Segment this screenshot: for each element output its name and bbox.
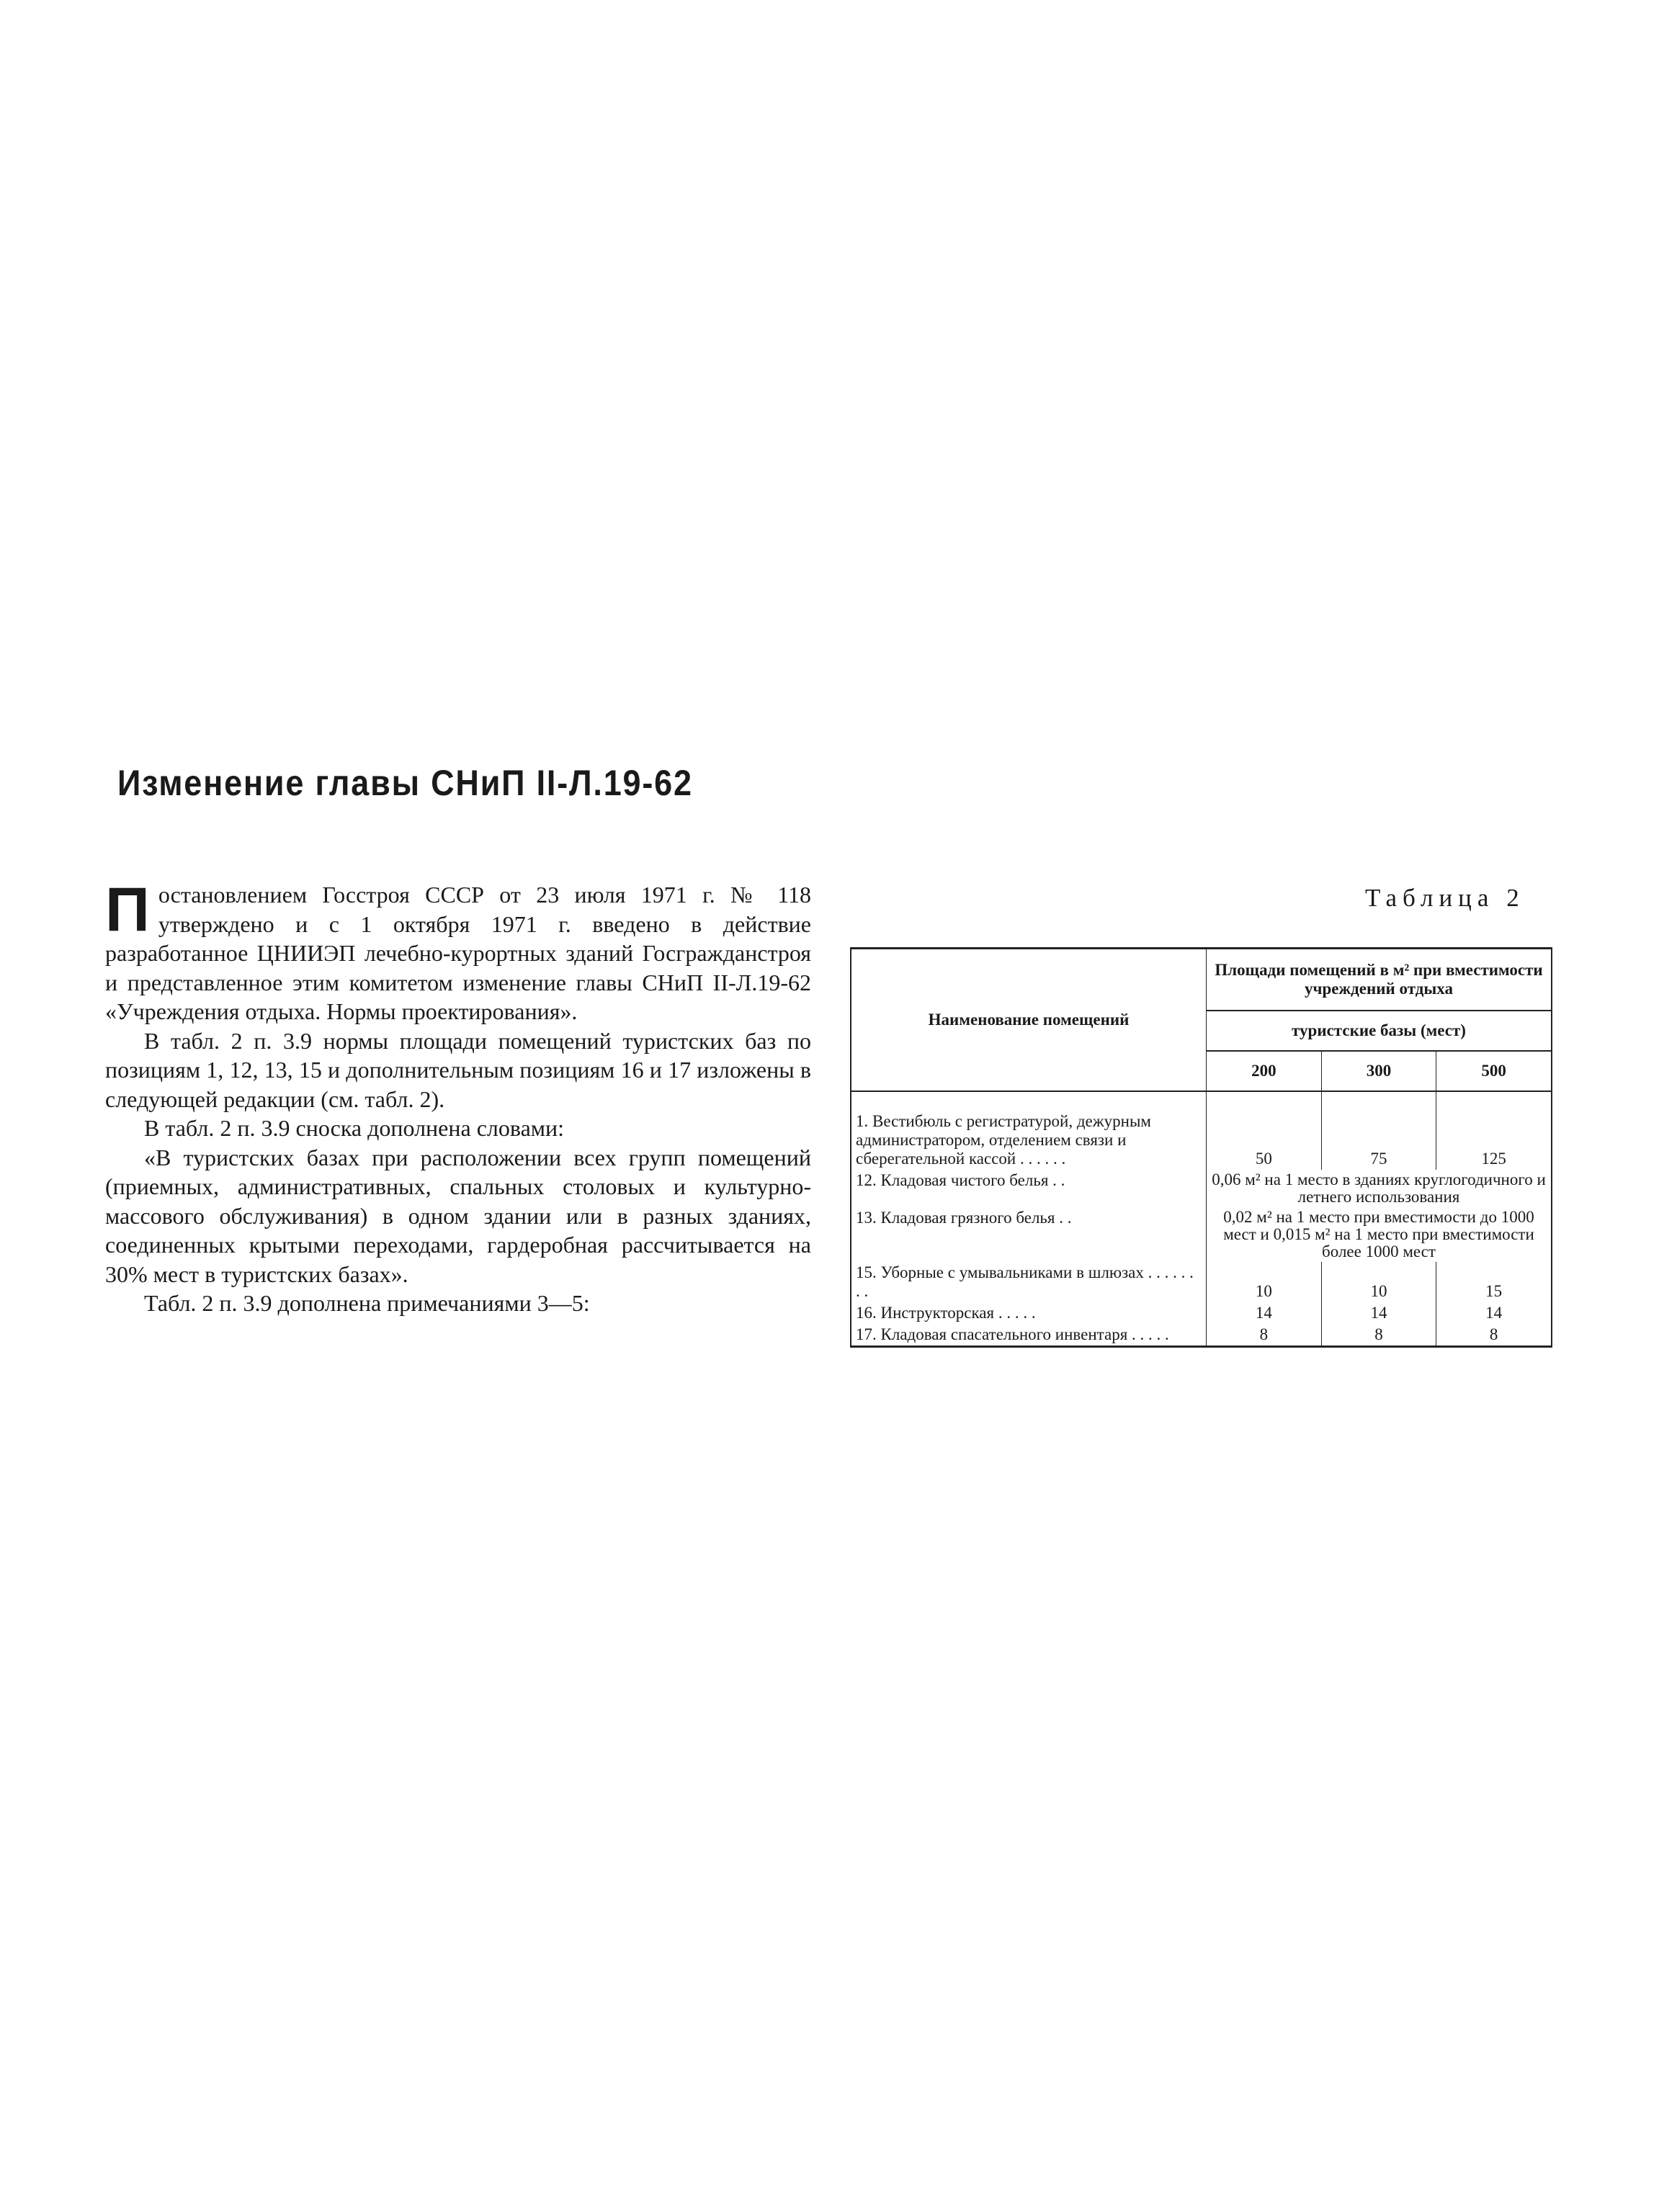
row-name: 13. Кладовая грязного белья . . <box>851 1207 1207 1262</box>
page-title: Изменение главы СНиП II-Л.19-62 <box>117 763 693 803</box>
paragraph-1 <box>105 875 811 1026</box>
row-name: 17. Кладовая спасательного инвентаря . . . . . <box>851 1324 1207 1347</box>
header-capacity-500: 500 <box>1436 1051 1552 1091</box>
header-capacity-200: 200 <box>1207 1051 1322 1091</box>
norms-table <box>850 947 1552 1348</box>
header-area: Площади помещений в м² при вместимости учреждений отдыха <box>1207 949 1552 1011</box>
row-value-200: 50 <box>1207 1111 1322 1170</box>
row-value-300: 10 <box>1321 1262 1436 1302</box>
row-value-200: 10 <box>1207 1262 1322 1302</box>
table-row <box>851 1324 1552 1347</box>
header-capacity-300: 300 <box>1321 1051 1436 1091</box>
row-value-300: 14 <box>1321 1302 1436 1324</box>
paragraph-3: В табл. 2 п. 3.9 сноска дополнена словами: <box>144 1115 565 1141</box>
paragraph-1-text: остановлением Госстроя СССР от 23 июля 1971 г. № 118 утверждено и с 1 октября 1971 г. введено в действие разработанное ЦНИИЭП лечебно-курортных зданий Госгражданстроя и представленное этим комитетом изменение главы СНиП II-Л.19-62 «Учреждения отдыха. Нормы проектирования». <box>105 882 811 1024</box>
row-value-500: 125 <box>1436 1111 1552 1170</box>
row-name: 16. Инструкторская . . . . . <box>851 1302 1207 1324</box>
row-name: 1. Вестибюль с регистратурой, дежурным администратором, отделением связи и сберегательной кассой . . . . . . <box>851 1111 1207 1170</box>
table-caption: Таблица 2 <box>1365 884 1525 912</box>
row-value-500: 15 <box>1436 1262 1552 1302</box>
table-row <box>851 1170 1552 1207</box>
row-value-300: 8 <box>1321 1324 1436 1347</box>
paragraph-2: В табл. 2 п. 3.9 нормы площади помещений туристских баз по позициям 1, 12, 13, 15 и дополнительным позициям 16 и 17 изложены в следующей редакции (см. табл. 2). <box>105 1027 811 1112</box>
row-value-500: 8 <box>1436 1324 1552 1347</box>
row-value-500: 14 <box>1436 1302 1552 1324</box>
table-row <box>851 1111 1552 1170</box>
table-row <box>851 1262 1552 1302</box>
row-name: 15. Уборные с умывальниками в шлюзах . . . . . . . . <box>851 1262 1207 1302</box>
table-container <box>850 947 1659 1348</box>
body-text <box>105 875 811 1318</box>
row-value-200: 8 <box>1207 1324 1322 1347</box>
row-merged-value: 0,02 м² на 1 место при вместимости до 1000 мест и 0,015 м² на 1 место при вместимости более 1000 мест <box>1207 1207 1552 1262</box>
row-name: 12. Кладовая чистого белья . . <box>851 1170 1207 1207</box>
drop-cap: П <box>105 875 150 944</box>
table-spacer <box>851 1091 1552 1111</box>
table-row <box>851 1207 1552 1262</box>
header-room-name: Наименование помещений <box>851 949 1207 1092</box>
row-value-200: 14 <box>1207 1302 1322 1324</box>
paragraph-5: Табл. 2 п. 3.9 дополнена примечаниями 3—5: <box>144 1290 590 1316</box>
header-tourist-bases: туристские базы (мест) <box>1207 1011 1552 1051</box>
table-row <box>851 1302 1552 1324</box>
row-merged-value: 0,06 м² на 1 место в зданиях круглогодичного и летнего использования <box>1207 1170 1552 1207</box>
paragraph-4: «В туристских базах при расположении всех групп помещений (приемных, административных, спальных столовых и культурно-массового обслуживания) в одном здании или в разных зданиях, соединенных крытыми переходами, гардеробная рассчитывается на 30% мест в туристских базах». <box>105 1144 811 1287</box>
row-value-300: 75 <box>1321 1111 1436 1170</box>
